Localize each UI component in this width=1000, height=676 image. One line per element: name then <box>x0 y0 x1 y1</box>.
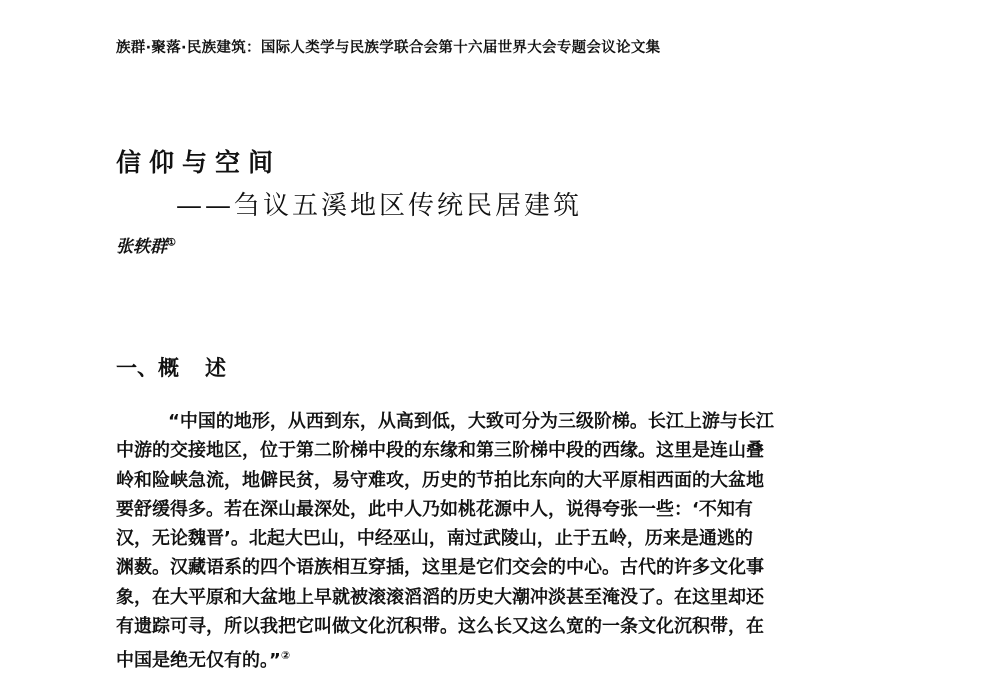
running-header: 族群·聚落·民族建筑：国际人类学与民族学联合会第十六届世界大会专题会议论文集 <box>116 40 661 56</box>
section-number: 一、 <box>116 356 158 380</box>
section-title-part-2: 述 <box>205 356 226 380</box>
paragraph-line: 要舒缓得多。若在深山最深处，此中人乃如桃花源中人，说得夸张一些：‘不知有 <box>116 498 753 520</box>
paragraph-line: 有遗踪可寻，所以我把它叫做文化沉积带。这么长又这么宽的一条文化沉积带，在 <box>116 616 764 638</box>
paragraph-line: 汉，无论魏晋’。北起大巴山，中经巫山，南过武陵山，止于五岭，历来是通逃的 <box>116 528 753 550</box>
paragraph-line-text: 中国是绝无仅有的。” <box>116 650 281 672</box>
paragraph-line: 岭和险峡急流，地僻民贫，易守难攻，历史的节拍比东向的大平原相西面的大盆地 <box>116 469 764 491</box>
section-title-part-1: 概 <box>158 356 179 380</box>
body-paragraph <box>116 407 906 671</box>
quote-footnote-mark: ② <box>280 649 291 663</box>
author-footnote-mark: ① <box>167 237 176 249</box>
paragraph-line: 渊薮。汉藏语系的四个语族相互穿插，这里是它们交会的中心。古代的许多文化事 <box>116 557 764 579</box>
paragraph-line: 象，在大平原和大盆地上早就被滚滚滔滔的历史大潮冲淡甚至淹没了。在这里却还 <box>116 586 764 608</box>
paragraph-line: “中国的地形，从西到东，从高到低，大致可分为三级阶梯。长江上游与长江 <box>168 411 774 432</box>
section-heading <box>116 352 226 382</box>
article-title: 信仰与空间 <box>116 148 282 177</box>
article-subtitle: ——刍议五溪地区传统民居建筑 <box>176 191 583 221</box>
author-name <box>116 232 176 257</box>
author-name-text: 张轶群 <box>116 237 167 257</box>
paragraph-line: 中游的交接地区，位于第二阶梯中段的东缘和第三阶梯中段的西缘。这里是连山叠 <box>116 440 764 462</box>
paragraph-line-last <box>116 641 906 670</box>
